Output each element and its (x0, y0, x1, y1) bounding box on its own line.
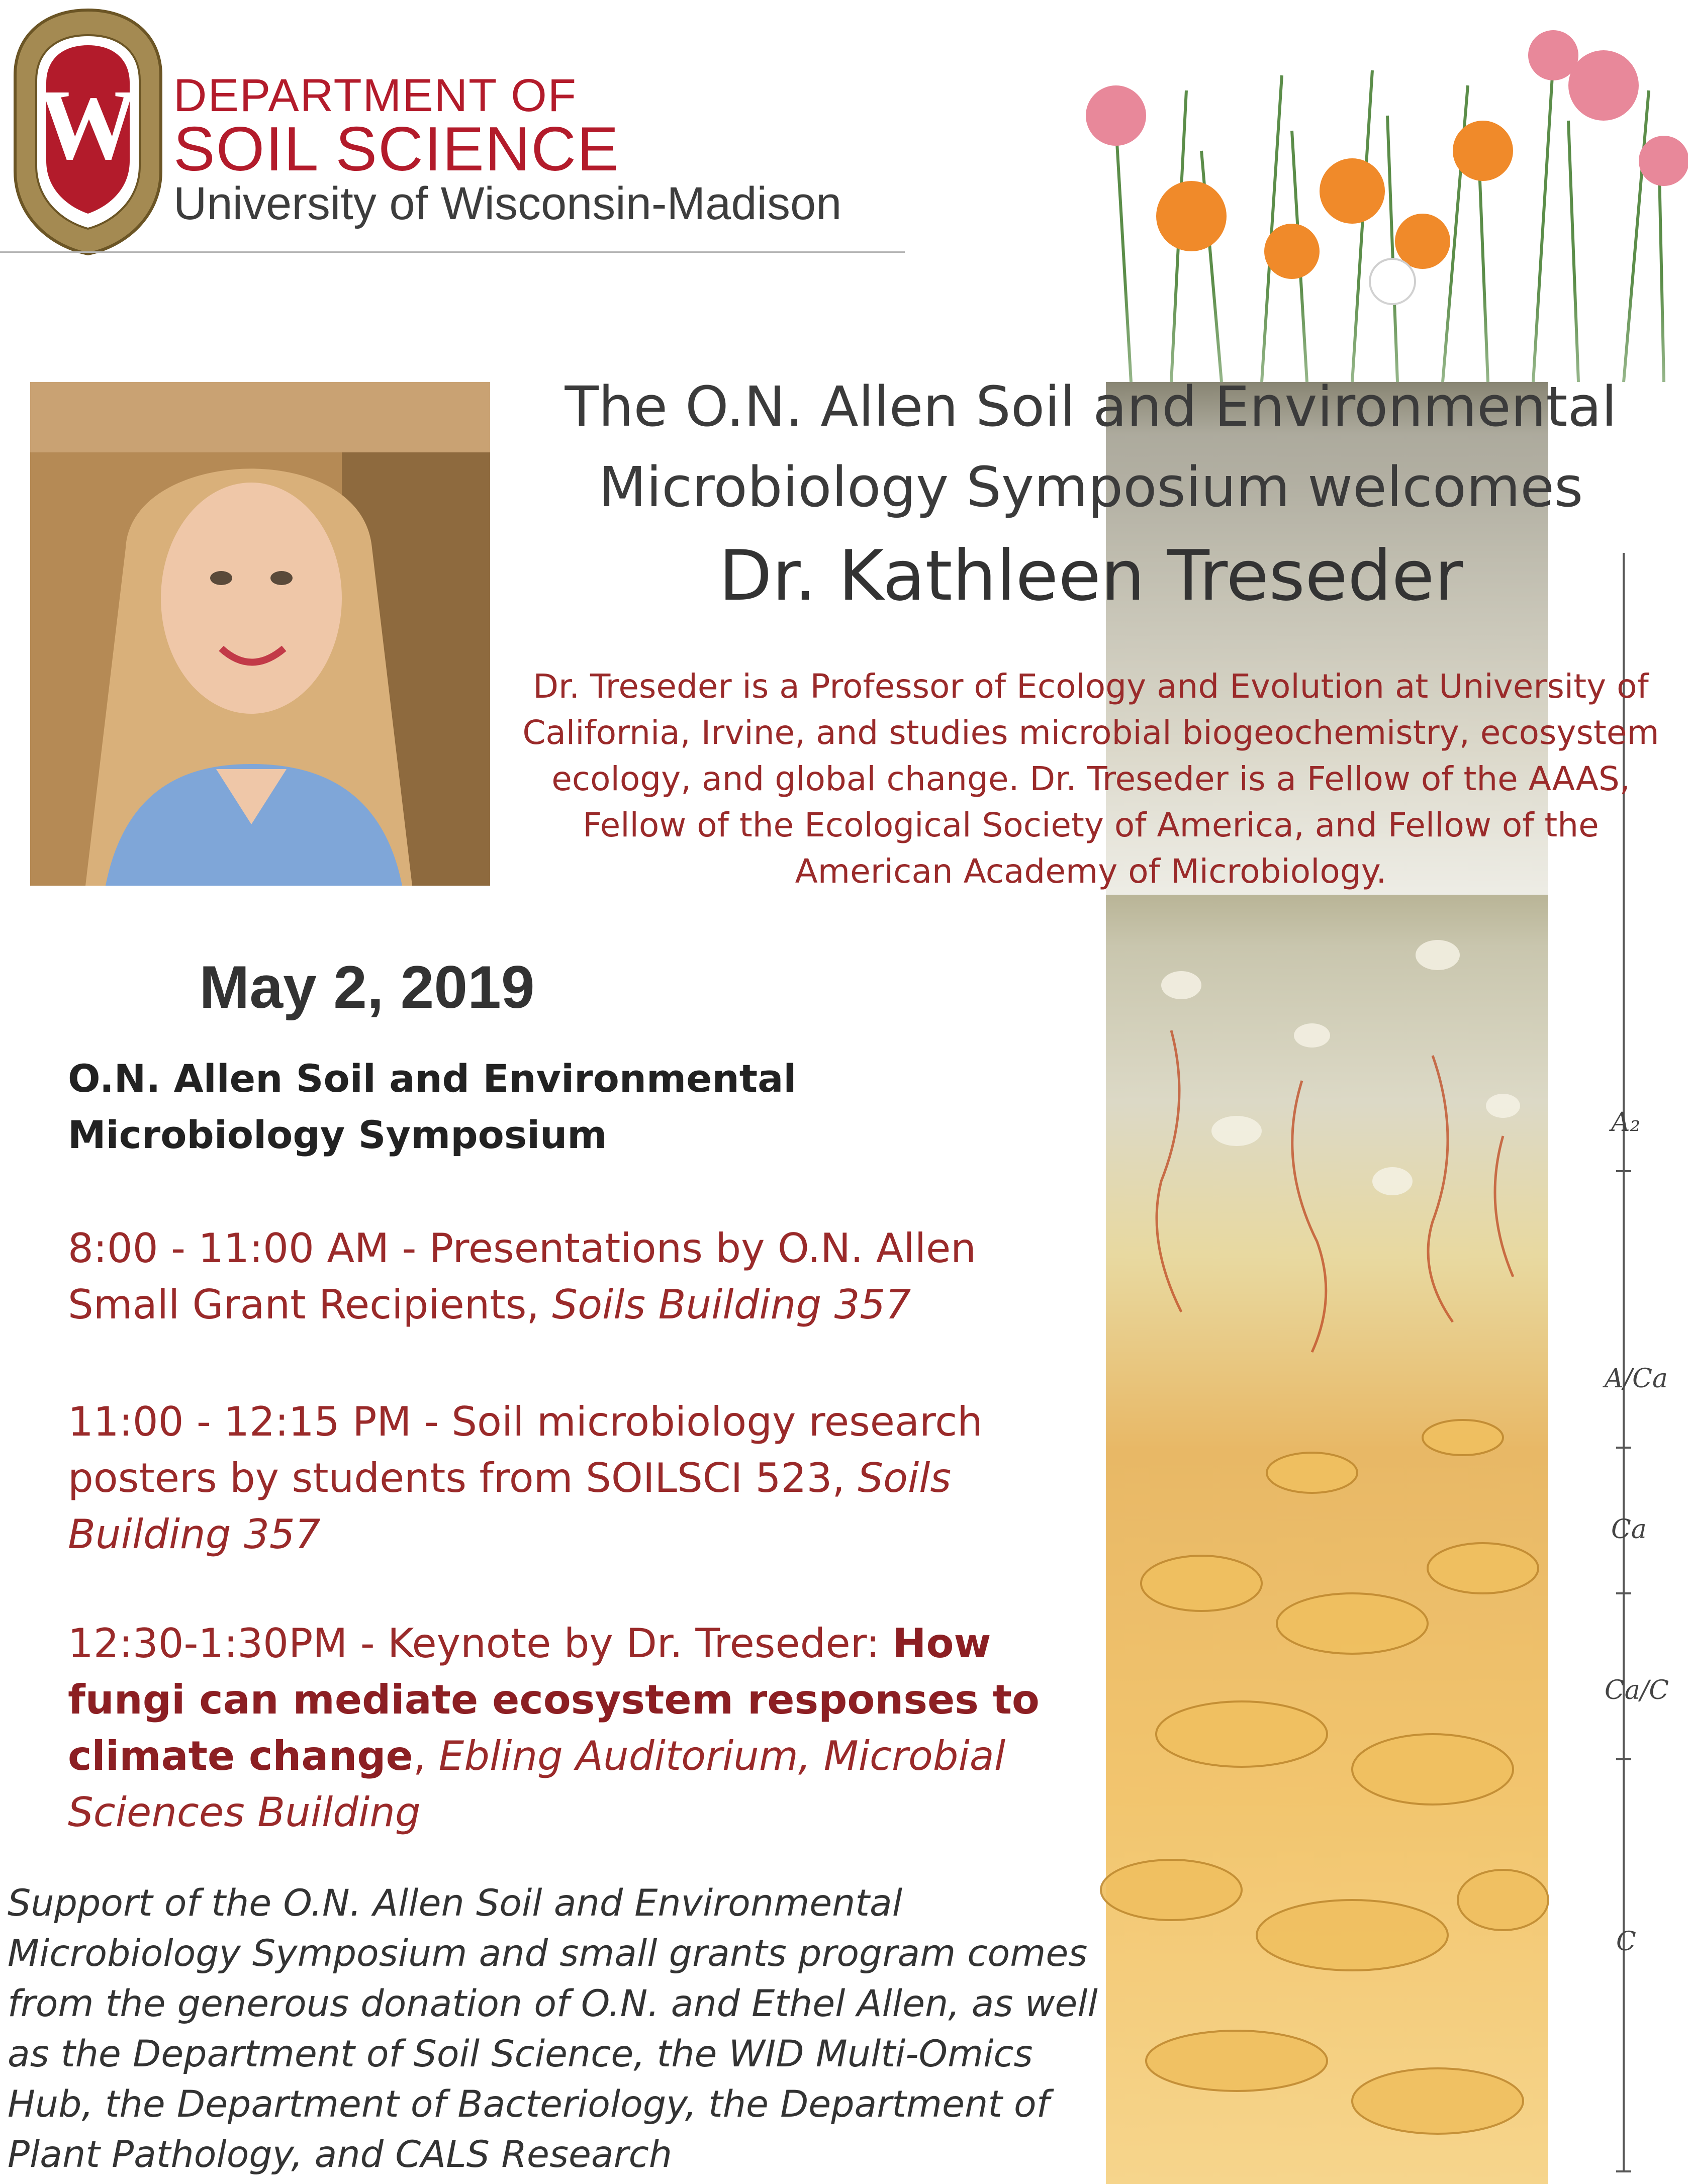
schedule-item (68, 1220, 1073, 1333)
horizon-label-ca-c: Ca/C (1605, 1675, 1669, 1705)
title-line-1: The O.N. Allen Soil and Environmental (565, 374, 1617, 439)
crest-letter: W (38, 69, 138, 180)
uw-crest-logo (10, 5, 166, 256)
schedule-location: Soils Building 357 (68, 1455, 952, 1558)
schedule-description: 11:00 - 12:15 PM - Soil microbiology research posters by students from SOILSCI 523, (68, 1398, 983, 1501)
schedule-description: 8:00 - 11:00 AM - Presentations by O.N. Allen Small Grant Recipients, (68, 1225, 976, 1328)
university-name: University of Wisconsin-Madison (173, 178, 842, 229)
horizon-label-c: C (1616, 1927, 1636, 1957)
event-date: May 2, 2019 (199, 954, 535, 1021)
schedule-item (68, 1616, 1073, 1841)
schedule-description: 12:30-1:30PM - Keynote by Dr. Treseder: (68, 1620, 893, 1667)
schedule-separator: , (413, 1733, 439, 1779)
symposium-heading: O.N. Allen Soil and Environmental Microbiology Symposium (68, 1056, 797, 1157)
horizon-label-a-ca: A/Ca (1605, 1364, 1668, 1394)
soil-profile-illustration (1071, 0, 1688, 2184)
keynote-talk-title: How fungi can mediate ecosystem responses to climate change (68, 1620, 1040, 1779)
schedule-location: Soils Building 357 (552, 1281, 911, 1328)
schedule-location: Ebling Auditorium, Microbial Sciences Building (68, 1733, 1006, 1836)
support-acknowledgement: Support of the O.N. Allen Soil and Environmental Microbiology Symposium and small grants program comes from the generous donation of O.N. and Ethel Allen, as well as the Department of Soil Science, the WID Multi-Omics Hub, the Department of Bacteriology, the Department of Plant Pathology, and CALS Research (8, 1882, 1098, 2176)
speaker-portrait (30, 382, 490, 886)
title-line-2: Microbiology Symposium welcomes (598, 455, 1583, 519)
schedule-item (68, 1394, 1073, 1563)
department-line-2: SOIL SCIENCE (173, 115, 620, 184)
department-line-1: DEPARTMENT OF (173, 70, 577, 121)
horizon-label-a2: A₂ (1611, 1107, 1641, 1137)
speaker-name: Dr. Kathleen Treseder (718, 535, 1463, 616)
horizon-label-ca: Ca (1611, 1514, 1647, 1545)
speaker-bio: Dr. Treseder is a Professor of Ecology and Evolution at University of California, Irvine, and studies microbial biogeochemistry, ecosystem ecology, and global change. Dr. Treseder is a Fellow of the AAAS, Fellow of the Ecological Society of America, and Fellow of the American Academy of Microbiology. (522, 667, 1659, 891)
header-divider (0, 251, 905, 253)
